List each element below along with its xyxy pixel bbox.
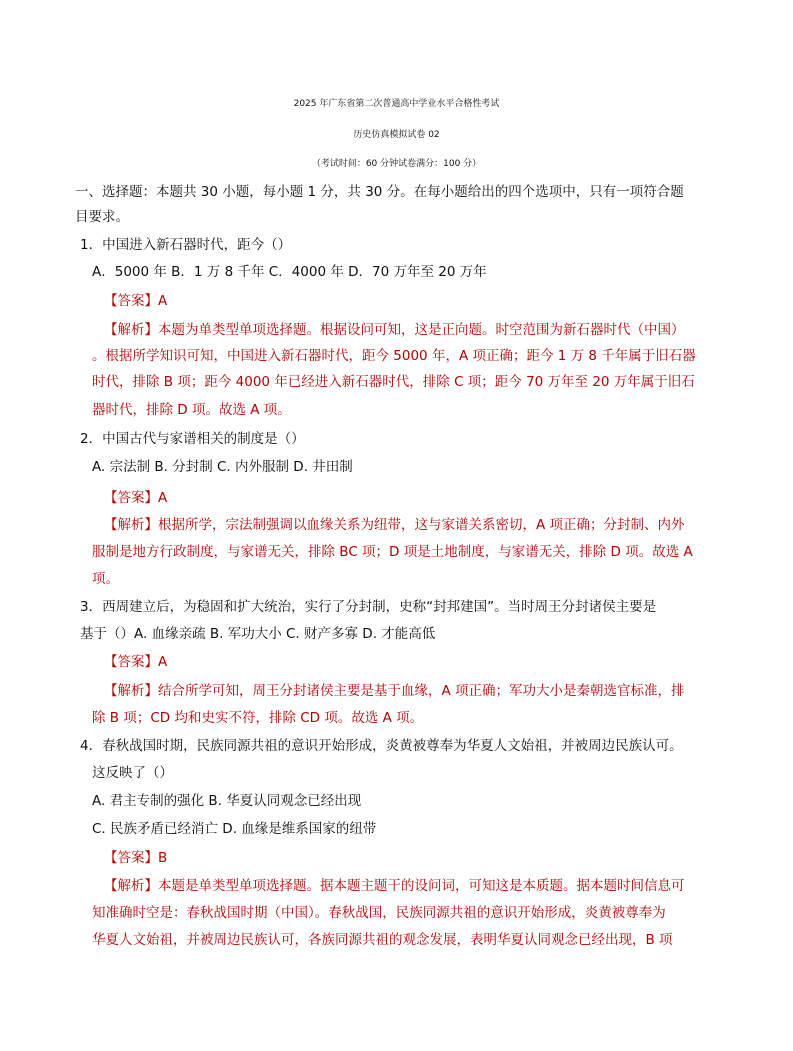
section-intro-line2: 目要求。 <box>75 209 129 225</box>
question-3-analysis-line2: 除 B 项；CD 均和史实不符，排除 CD 项。故选 A 项。 <box>92 710 424 726</box>
question-1-answer: 【答案】A <box>104 293 168 309</box>
question-4-answer: 【答案】B <box>104 850 168 866</box>
exam-title: 2025 年广东省第二次普通高中学业水平合格性考试 <box>293 99 500 109</box>
question-1-stem: 1．中国进入新石器时代，距今（） <box>80 237 292 253</box>
question-2-analysis-line1: 【解析】根据所学，宗法制强调以血缘关系为纽带，这与家谱关系密切，A 项正确；分封制、内外 <box>104 517 685 533</box>
section-intro-line1: 一、选择题：本题共 30 小题，每小题 1 分，共 30 分。在每小题给出的四个选项中，只有一项符合题 <box>75 184 684 200</box>
question-3-answer: 【答案】A <box>104 654 168 670</box>
question-2-answer: 【答案】A <box>104 490 168 506</box>
question-3-stem-options: 基于（）A. 血缘亲疏 B. 军功大小 C. 财产多寡 D. 才能高低 <box>80 626 436 642</box>
question-4-stem-line2: 这反映了（） <box>92 765 173 781</box>
question-2-analysis-line2: 服制是地方行政制度，与家谱无关，排除 BC 项；D 项是土地制度，与家谱无关，排除 D 项。故选 A <box>92 544 693 560</box>
question-2-analysis-line3: 项。 <box>92 571 119 587</box>
exam-info: （考试时间：60 分钟试卷满分：100 分） <box>311 159 482 169</box>
question-4-analysis-line2: 知准确时空是：春秋战国时期（中国）。春秋战国，民族同源共祖的意识开始形成，炎黄被尊奉为 <box>92 905 666 921</box>
question-1-analysis-line4: 器时代，排除 D 项。故选 A 项。 <box>92 402 291 418</box>
exam-subtitle: 历史仿真模拟试卷 02 <box>353 130 440 140</box>
question-3-stem: 3．西周建立后，为稳固和扩大统治，实行了分封制，史称“封邦建国”。当时周王分封诸侯主要是 <box>80 599 657 615</box>
question-4-stem: 4．春秋战国时期，民族同源共祖的意识开始形成，炎黄被尊奉为华夏人文始祖，并被周边民族认可。 <box>80 738 683 754</box>
question-1-analysis-line1: 【解析】本题为单类型单项选择题。根据设问可知，这是正向题。时空范围为新石器时代（中国） <box>104 322 685 338</box>
question-4-options-line2: C. 民族矛盾已经消亡 D. 血缘是维系国家的纽带 <box>92 821 377 837</box>
question-4-options-line1: A. 君主专制的强化 B. 华夏认同观念已经出现 <box>92 793 362 809</box>
question-1-analysis-line3: 时代，排除 B 项；距今 4000 年已经进入新石器时代，排除 C 项；距今 70 万年至 20 万年属于旧石 <box>92 374 695 390</box>
question-4-analysis-line3: 华夏人文始祖，并被周边民族认可，各族同源共祖的观念发展，表明华夏认同观念已经出现，B 项 <box>92 932 673 948</box>
question-3-analysis-line1: 【解析】结合所学可知，周王分封诸侯主要是基于血缘，A 项正确；军功大小是秦朝选官标准，排 <box>104 683 685 699</box>
question-2-stem: 2．中国古代与家谱相关的制度是（） <box>80 431 305 447</box>
question-2-options: A. 宗法制 B. 分封制 C. 内外服制 D. 井田制 <box>92 459 353 475</box>
question-1-options: A．5000 年 B．1 万 8 千年 C．4000 年 D．70 万年至 20 万年 <box>92 264 487 280</box>
question-4-analysis-line1: 【解析】本题是单类型单项选择题。据本题主题干的设问词，可知这是本质题。据本题时间信息可 <box>104 878 685 894</box>
question-1-analysis-line2: 。根据所学知识可知，中国进入新石器时代，距今 5000 年，A 项正确；距今 1 万 8 千年属于旧石器 <box>92 348 696 364</box>
